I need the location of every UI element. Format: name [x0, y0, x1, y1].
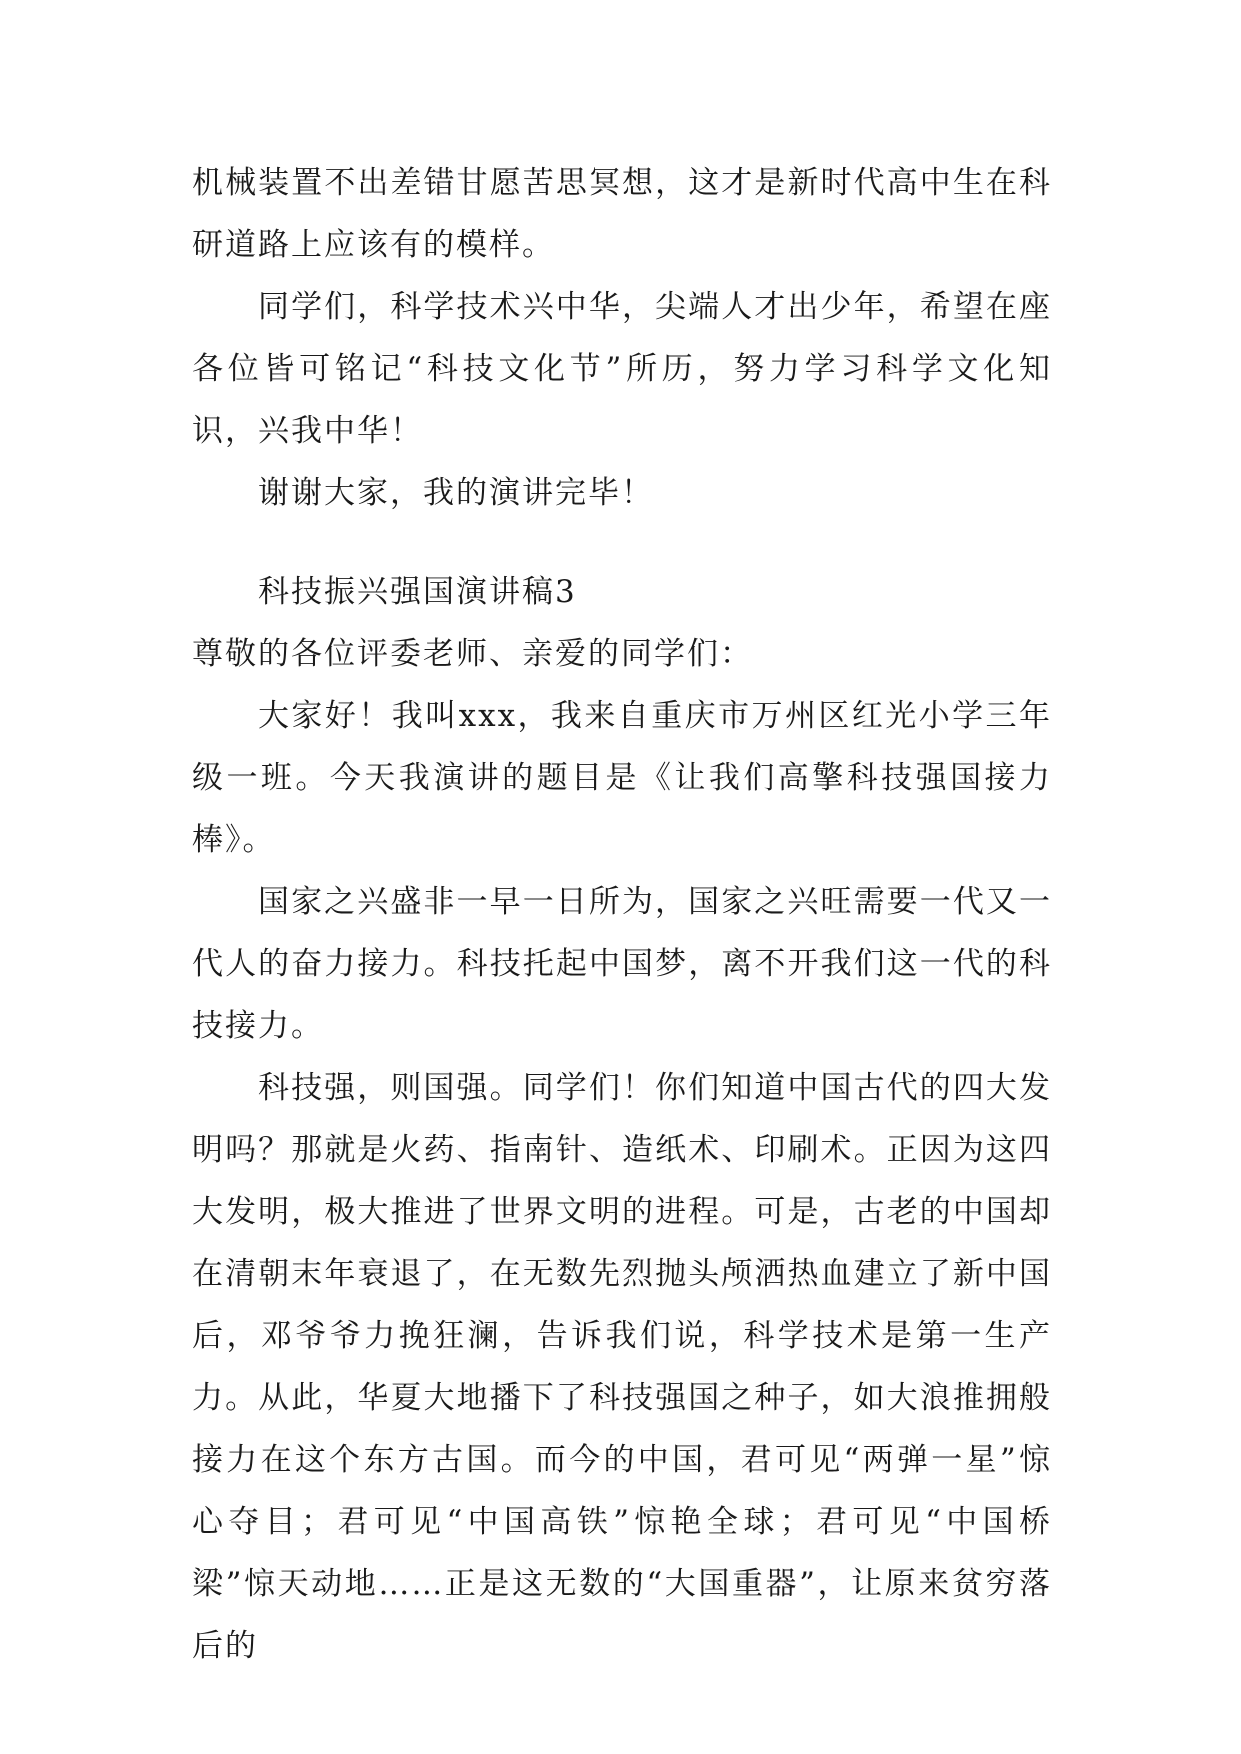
paragraph-intro: 大家好！我叫xxx，我来自重庆市万州区红光小学三年级一班。今天我演讲的题目是《让我们高擎科技强国接力棒》。 [192, 698, 1052, 858]
paragraph-thanks: 谢谢大家，我的演讲完毕！ [258, 475, 654, 511]
text-block-top [192, 152, 1052, 524]
text-block-speech-3 [192, 561, 1052, 1677]
continued-paragraph: 机械装置不出差错甘愿苦思冥想，这才是新时代高中生在科研道路上应该有的模样。 [192, 165, 1052, 263]
paragraph-history: 科技强，则国强。同学们！你们知道中国古代的四大发明吗？那就是火药、指南针、造纸术、印刷术。正因为这四大发明，极大推进了世界文明的进程。可是，古老的中国却在清朝末年衰退了，在无数先烈抛头颅洒热血建立了新中国后，邓爷爷力挽狂澜，告诉我们说，科学技术是第一生产力。从此，华夏大地播下了科技强国之种子，如大浪推拥般接力在这个东方古国。而今的中国，君可见“两弹一星”惊心夺目；君可见“中国高铁”惊艳全球；君可见“中国桥梁”惊天动地……正是这无数的“大国重器”，让原来贫穷落后的 [192, 1070, 1052, 1664]
paragraph-relay: 国家之兴盛非一早一日所为，国家之兴旺需要一代又一代人的奋力接力。科技托起中国梦，离不开我们这一代的科技接力。 [192, 884, 1052, 1044]
section-title: 科技振兴强国演讲稿3 [258, 574, 577, 610]
salutation: 尊敬的各位评委老师、亲爱的同学们： [192, 636, 753, 672]
paragraph-classmates: 同学们，科学技术兴中华，尖端人才出少年，希望在座各位皆可铭记“科技文化节”所历，努力学习科学文化知识，兴我中华！ [192, 289, 1052, 449]
